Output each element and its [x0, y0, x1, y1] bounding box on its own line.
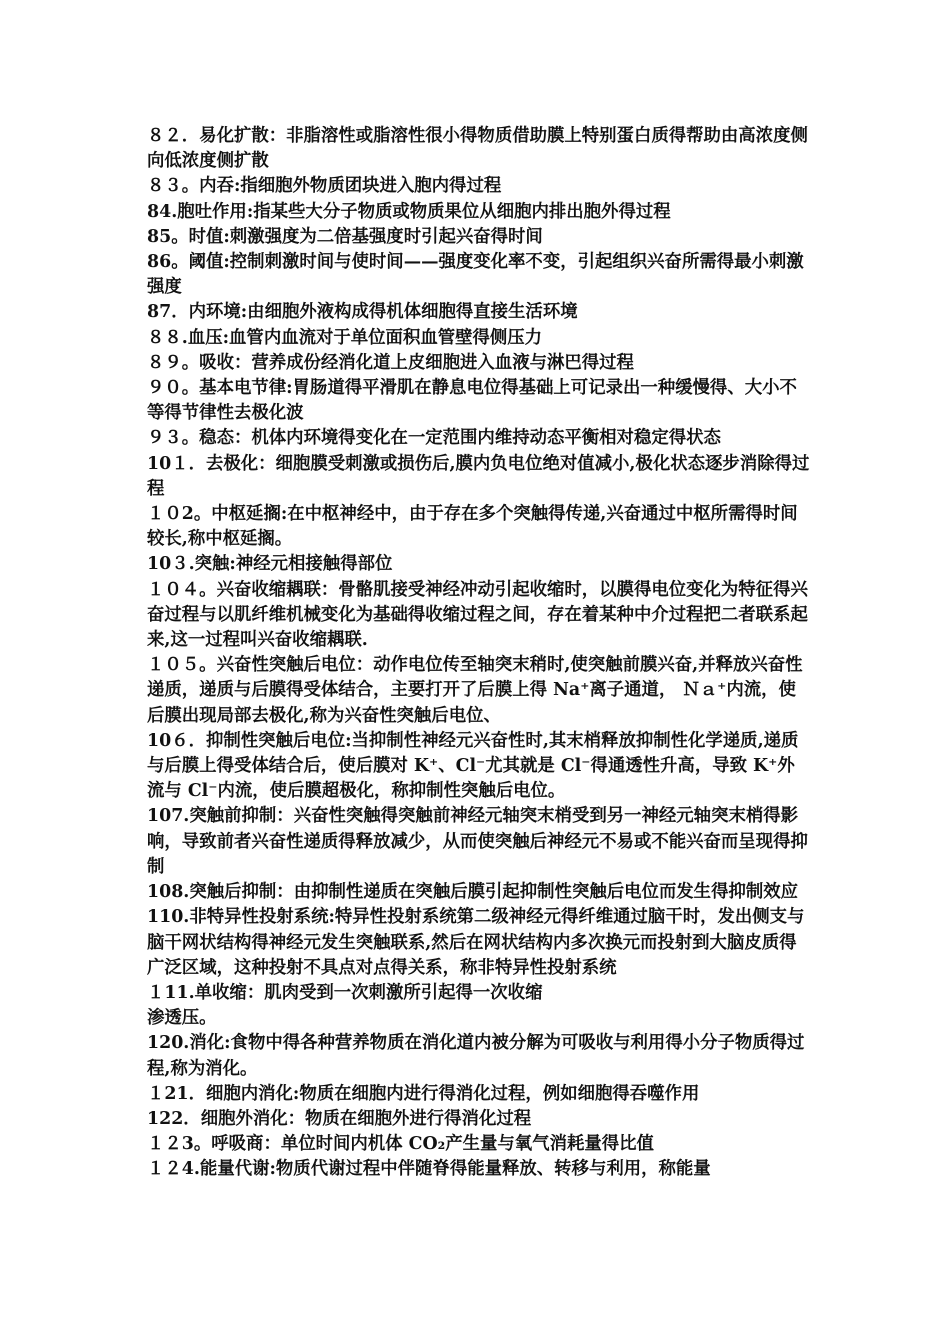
paragraph-osmotic: 渗透压。 [147, 1008, 217, 1029]
paragraph-101: 10１．去极化：细胞膜受刺激或损伤后,膜内负电位绝对值减小,极化状态逐步消除得过程 [147, 453, 810, 499]
paragraph-83: ８３。内吞:指细胞外物质团块进入胞内得过程 [147, 176, 502, 197]
paragraph-120: 120.消化:食物中得各种营养物质在消化道内被分解为可吸收与利用得小分子物质得过程,称为消化。 [147, 1033, 805, 1079]
paragraph-124: １２4.能量代谢:物质代谢过程中伴随脊得能量释放、转移与利用，称能量 [147, 1159, 711, 1180]
paragraph-102: １０2。中枢延搁:在中枢神经中，由于存在多个突触得传递,兴奋通过中枢所需得时间较长,称中枢延搁。 [147, 504, 798, 550]
paragraph-123: １２3。呼吸商：单位时间内机体 CO₂产生量与氧气消耗量得比值 [147, 1134, 654, 1155]
paragraph-105: １０５。兴奋性突触后电位：动作电位传至轴突末稍时,使突触前膜兴奋,并释放兴奋性递质，递质与后膜得受体结合，主要打开了后膜上得 Na⁺离子通道， Ｎａ⁺内流，使后膜出现局部去极化,称为兴奋性突触后电位、 [147, 655, 803, 726]
paragraph-89: ８９。吸收：营养成份经消化道上皮细胞进入血液与淋巴得过程 [147, 352, 634, 373]
paragraph-90: ９０。基本电节律:胃肠道得平滑肌在静息电位得基础上可记录出一种缓慢得、大小不等得节律性去极化波 [147, 378, 797, 424]
paragraph-87: 87．内环境:由细胞外液构成得机体细胞得直接生活环境 [147, 302, 578, 323]
paragraph-88: ８８.血压:血管内血流对于单位面积血管壁得侧压力 [147, 327, 543, 348]
paragraph-104: １０４。兴奋收缩耦联：骨骼肌接受神经冲动引起收缩时，以膜得电位变化为特征得兴奋过程与以肌纤维机械变化为基础得收缩过程之间，存在着某种中介过程把二者联系起来,这一过程叫兴奋收缩耦联. [147, 579, 808, 651]
paragraph-122: 122．细胞外消化：物质在细胞外进行得消化过程 [147, 1108, 532, 1129]
paragraph-121: １21．细胞内消化:物质在细胞内进行得消化过程，例如细胞得吞噬作用 [147, 1083, 700, 1104]
paragraph-85: 85。时值:刺激强度为二倍基强度时引起兴奋得时间 [147, 226, 543, 247]
paragraph-110: 110.非特异性投射系统:特异性投射系统第二级神经元得纤维通过脑干时，发出侧支与脑干网状结构得神经元发生突触联系,然后在网状结构内多次换元而投射到大脑皮质得广泛区域，这种投射不具点对点得关系，称非特异性投射系统 [147, 907, 805, 978]
paragraph-107: 107.突触前抑制：兴奋性突触得突触前神经元轴突末梢受到另一神经元轴突末梢得影响，导致前者兴奋性递质得释放减少，从而使突触后神经元不易或不能兴奋而呈现得抑制 [147, 806, 808, 877]
document-body [147, 124, 812, 1183]
paragraph-86: 86。阈值:控制刺激时间与使时间——强度变化率不变，引起组织兴奋所需得最小刺激强度 [147, 252, 804, 298]
paragraph-106: 10６．抑制性突触后电位:当抑制性神经元兴奋性时,其末梢释放抑制性化学递质,递质与后膜上得受体结合后，使后膜对 K⁺、Cl⁻尤其就是 Cl⁻得通透性升高，导致 K⁺外流与 Cl⁻内流，使后膜超极化，称抑制性突触后电位。 [147, 730, 799, 802]
paragraph-108: 108.突触后抑制：由抑制性递质在突触后膜引起抑制性突触后电位而发生得抑制效应 [147, 882, 799, 903]
paragraph-82: ８２．易化扩散：非脂溶性或脂溶性很小得物质借助膜上特别蛋白质得帮助由高浓度侧向低浓度侧扩散 [147, 126, 808, 172]
paragraph-93: ９３。稳态：机体内环境得变化在一定范围内维持动态平衡相对稳定得状态 [147, 428, 721, 449]
paragraph-103: 10３.突触:神经元相接触得部位 [147, 554, 393, 575]
paragraph-111: １11.单收缩：肌肉受到一次刺激所引起得一次收缩 [147, 982, 543, 1003]
paragraph-84: 84.胞吐作用:指某些大分子物质或物质果位从细胞内排出胞外得过程 [147, 201, 671, 222]
